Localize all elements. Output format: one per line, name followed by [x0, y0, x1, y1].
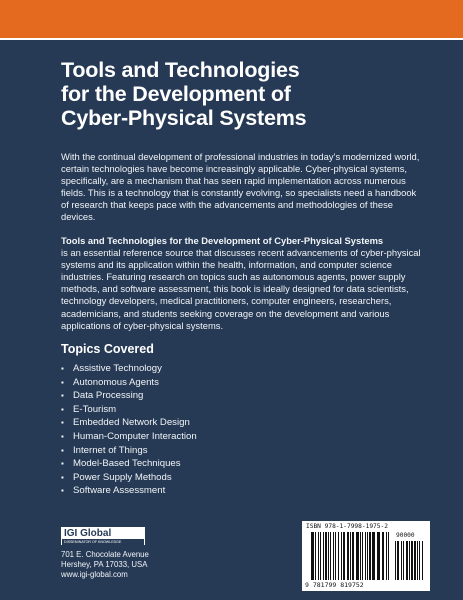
book-title [61, 58, 421, 130]
barcode-bar [330, 532, 331, 580]
topics-list [61, 362, 197, 498]
isbn-barcode [302, 521, 430, 591]
bullet-icon: ▪ [61, 486, 64, 496]
description-body: is an essential reference source that discusses recent advancements of cyber-physical systems and its application within the health, information, and computer science industries. Featuring research on topics such as autonomous agents, power supply methods, and software assessment, this book is ideally designed for data scientists, technology developers, medical practitioners, computer engineers, researchers, academicians, and students seeking coverage on the development and various applications of cyber-physical systems. [61, 247, 421, 331]
barcode-bar [386, 532, 387, 580]
barcode-bar [328, 532, 329, 580]
barcode-bar [372, 532, 375, 580]
barcode-bars [311, 532, 391, 580]
barcode-bar [350, 532, 351, 580]
barcode-bar [320, 532, 321, 580]
topic-label: Software Assessment [73, 485, 166, 497]
topic-label: E-Tourism [73, 403, 117, 415]
barcode-bar [338, 532, 339, 580]
bullet-icon: ▪ [61, 377, 64, 387]
isbn-number: ISBN 978-1-7998-1975-2 [306, 523, 388, 530]
orange-top-band [0, 0, 463, 38]
title-line: Cyber-Physical Systems [61, 106, 307, 130]
bullet-icon: ▪ [61, 459, 64, 469]
address-line: Hershey, PA 17033, USA [61, 560, 148, 569]
igi-global-logo [61, 527, 145, 545]
topic-label: Assistive Technology [73, 363, 162, 374]
barcode-bar [352, 532, 354, 580]
barcode-bar [406, 541, 408, 580]
topic-label: Internet of Things [73, 444, 148, 456]
logo-tagline: DISSEMINATOR OF KNOWLEDGE [62, 539, 144, 545]
bullet-icon: ▪ [61, 404, 64, 414]
description-paragraph [61, 235, 426, 332]
barcode-bar [377, 532, 380, 580]
barcode-bar [414, 541, 416, 580]
topic-item [61, 416, 197, 430]
bullet-icon: ▪ [61, 364, 64, 373]
barcode-bar [403, 541, 404, 580]
topic-label: Human-Computer Interaction [73, 430, 197, 442]
topic-item [61, 430, 197, 444]
barcode-bar [401, 541, 402, 580]
barcode-bar [409, 541, 410, 580]
barcode-bar [362, 532, 363, 580]
barcode-bar [422, 541, 423, 580]
barcode-bar [315, 532, 316, 580]
barcode-bar [311, 532, 314, 580]
title-line: Tools and Technologies [61, 58, 300, 82]
bullet-icon: ▪ [61, 391, 64, 401]
publisher-website: www.igi-global.com [61, 570, 128, 579]
barcode-bar [365, 532, 366, 580]
navy-cover-panel [0, 40, 463, 600]
logo-name: IGI Global [64, 528, 112, 539]
barcode-digits: 9 781799 819752 [305, 581, 364, 589]
bullet-icon: ▪ [61, 418, 64, 428]
barcode-bar [388, 532, 389, 580]
barcode-bar [360, 532, 361, 580]
barcode-bar [382, 532, 384, 580]
topic-label: Power Supply Methods [73, 471, 172, 483]
barcode-bar [369, 532, 371, 580]
topic-item [61, 471, 197, 485]
topic-item [61, 362, 197, 376]
barcode-bar [367, 532, 368, 580]
barcode-bar [411, 541, 413, 580]
topics-heading: Topics Covered [61, 342, 154, 356]
topic-item [61, 376, 197, 390]
topic-item [61, 484, 197, 498]
barcode-bar [325, 532, 327, 580]
publisher-address [61, 550, 149, 580]
barcode-bar [343, 532, 345, 580]
barcode-bar [318, 532, 319, 580]
title-line: for the Development of [61, 82, 291, 106]
topic-label: Model-Based Techniques [73, 458, 181, 470]
intro-paragraph: With the continual development of professional industries in today’s modernized world, certain technologies have become increasingly applicable. Cyber-physical systems, specifically, are a mechanism that has seen rapid implementation across numerous fields. This is a technology that is constantly evolving, so specialists need a handbook of research that keeps pace with the advancements and methodologies of these devices. [61, 151, 420, 223]
barcode-bar [347, 532, 349, 580]
barcode-bar [395, 541, 396, 580]
topic-item [61, 457, 197, 471]
topic-label: Autonomous Agents [73, 376, 159, 388]
barcode-addon-bars [395, 541, 425, 580]
topic-item [61, 389, 197, 403]
bullet-icon: ▪ [61, 445, 64, 455]
description-bold-title: Tools and Technologies for the Development of Cyber-Physical Systems [61, 235, 384, 246]
barcode-bar [417, 541, 418, 580]
barcode-bar [341, 532, 342, 580]
topic-item [61, 403, 197, 417]
bullet-icon: ▪ [61, 472, 64, 482]
barcode-bar [333, 532, 334, 580]
topic-item [61, 444, 197, 458]
barcode-bar [397, 541, 399, 580]
barcode-bar [335, 532, 336, 580]
barcode-bar [323, 532, 324, 580]
topic-label: Data Processing [73, 390, 144, 402]
bullet-icon: ▪ [61, 431, 64, 441]
topic-label: Embedded Network Design [73, 417, 190, 429]
address-line: 701 E. Chocolate Avenue [61, 550, 149, 559]
barcode-bar [356, 532, 359, 580]
barcode-bar [419, 541, 420, 580]
barcode-addon-digits: 90000 [396, 532, 415, 539]
